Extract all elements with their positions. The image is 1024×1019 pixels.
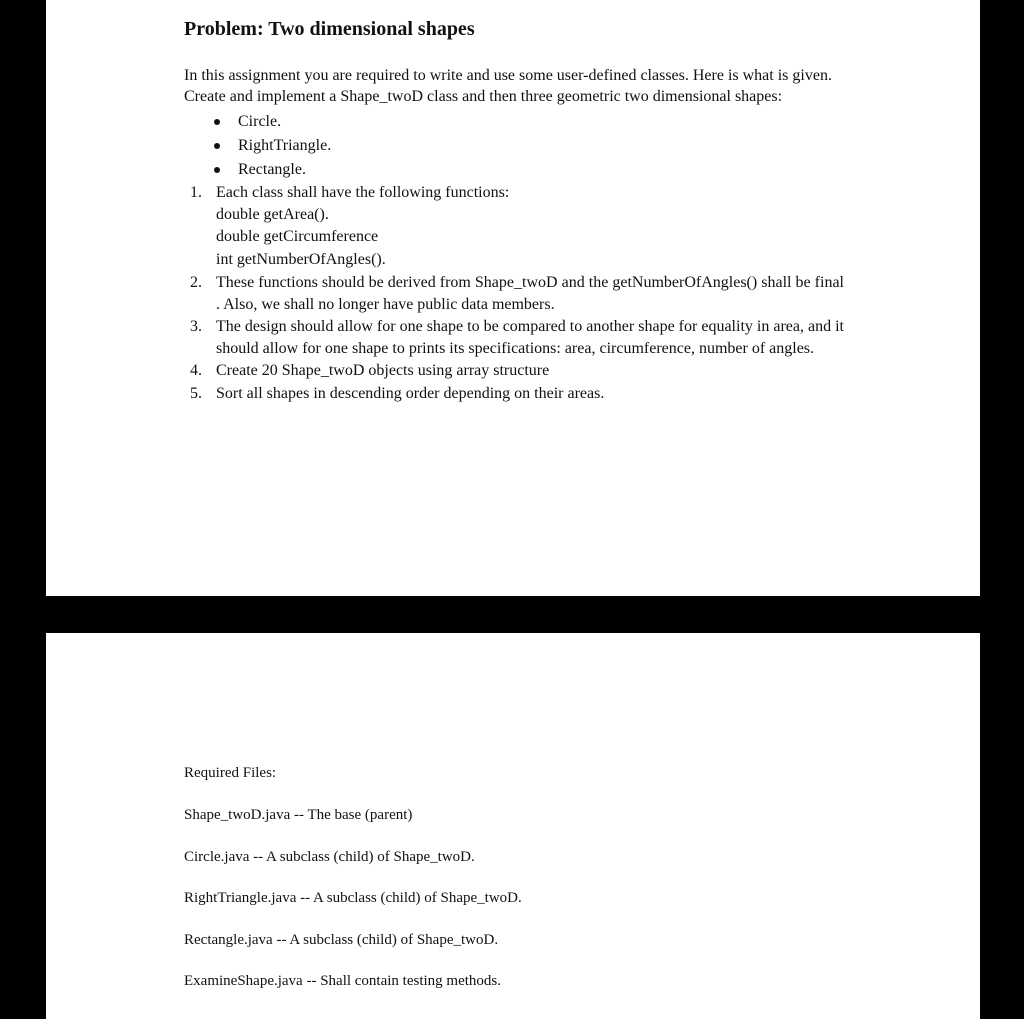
file-entry: Rectangle.java -- A subclass (child) of Shape_twoD. [184,932,499,948]
step-text: Create 20 Shape_twoD objects using array structure [216,362,550,379]
function-signature: double getArea(). [216,205,329,223]
required-files-heading: Required Files: [184,765,277,781]
file-entry: Shape_twoD.java -- The base (parent) [184,807,413,823]
step-text: Sort all shapes in descending order depending on their areas. [216,384,605,402]
function-signature: int getNumberOfAngles(). [216,250,386,268]
list-item: RightTriangle. [184,134,844,158]
shape-list [184,110,844,182]
document-page-2 [46,633,980,1019]
list-item: 1. Each class shall have the following functions: double getArea(). double getCircumference int getNumberOfAngles(). [184,182,844,271]
list-item: 2. These functions should be derived from Shape_twoD and the getNumberOfAngles() shall be final . Also, we shall no longer have public data members. [190,274,844,313]
step-text: Each class shall have the following functions: [216,184,510,201]
create-paragraph: Create and implement a Shape_twoD class and then three geometric two dimensional shapes: [184,88,783,105]
intro-paragraph: In this assignment you are required to write and use some user-defined classes. Here is what is given. [184,67,832,84]
function-signature: double getCircumference [216,228,379,245]
requirements-list [184,182,844,404]
file-entry: RightTriangle.java -- A subclass (child) of Shape_twoD. [184,890,522,906]
bullet-icon [214,143,220,149]
file-entry: Circle.java -- A subclass (child) of Shape_twoD. [184,849,475,865]
step-text: The design should allow for one shape to be compared to another shape for equality in area, and it should allow for one shape to prints its specifications: area, circumference, number of angles. [216,318,844,357]
list-item: Rectangle. [184,158,844,182]
problem-body [184,65,844,405]
list-item: 5. Sort all shapes in descending order depending on their areas. [190,384,605,402]
list-item: Circle. [184,110,844,134]
bullet-icon [214,167,220,173]
document-page-1 [46,0,980,596]
file-entry: ExamineShape.java -- Shall contain testing methods. [184,973,502,989]
bullet-icon [214,119,220,125]
list-item: 4. Create 20 Shape_twoD objects using array structure [190,362,550,379]
problem-title: Problem: Two dimensional shapes [184,18,475,40]
step-text: These functions should be derived from Shape_twoD and the getNumberOfAngles() shall be final . Also, we shall no longer have public data members. [216,274,844,313]
list-item: 3. The design should allow for one shape to be compared to another shape for equality in area, and it should allow for one shape to prints its specifications: area, circumference, number of angles. [190,318,844,357]
